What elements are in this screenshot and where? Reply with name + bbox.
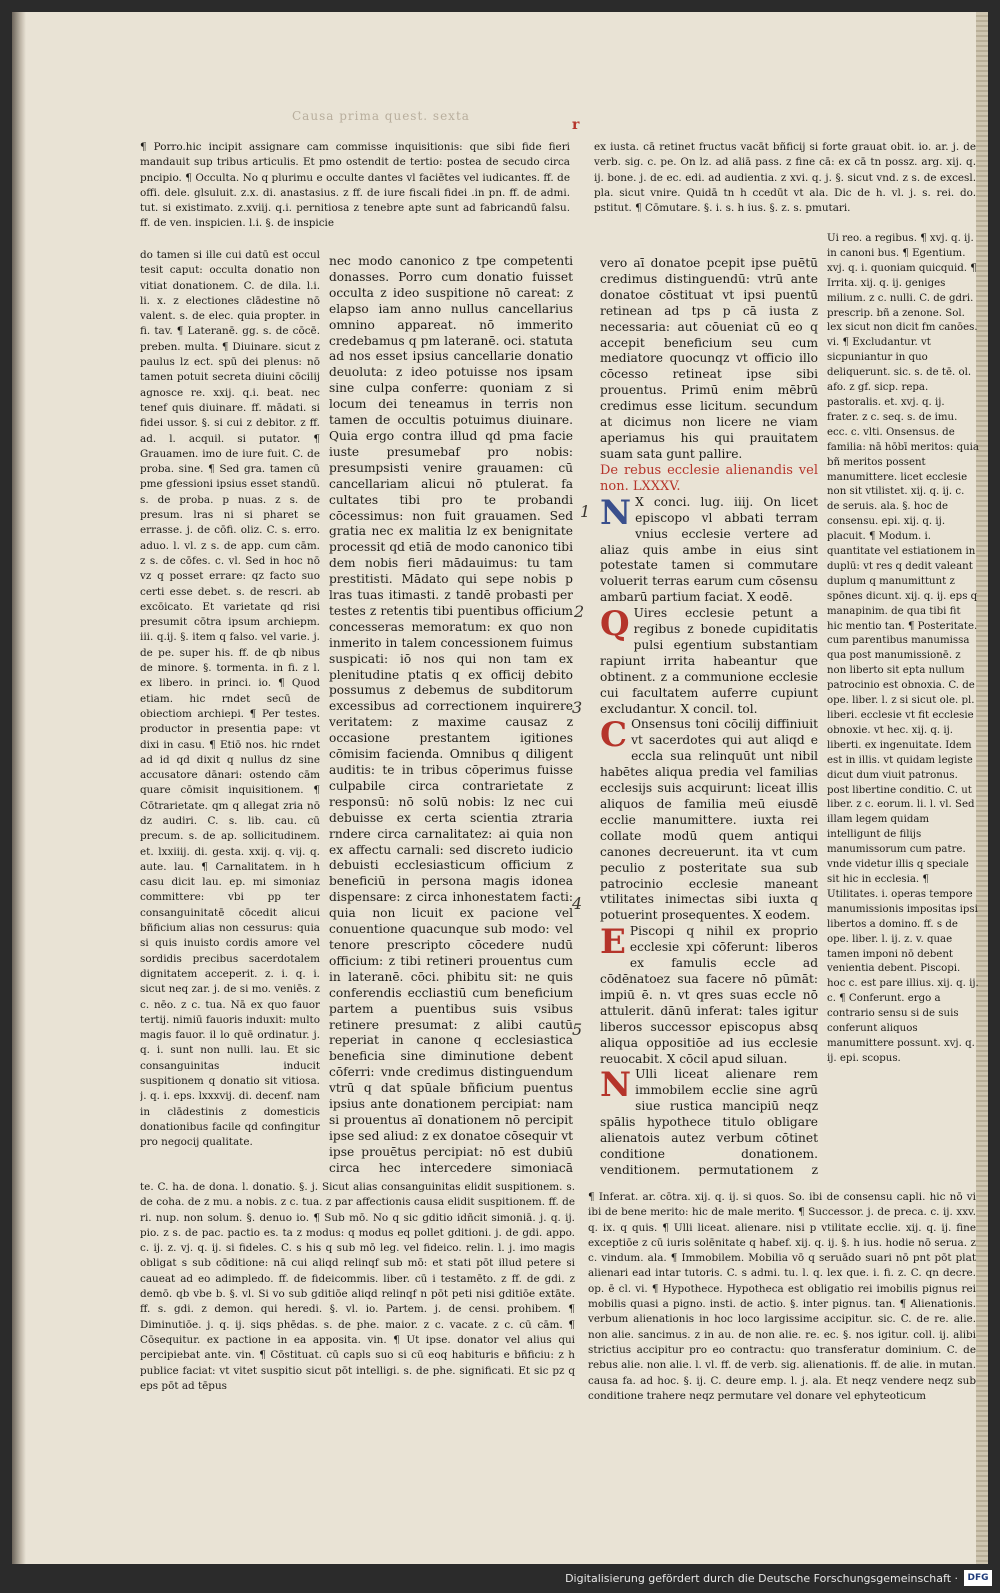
left-main-text: nec modo canonico z tpe competenti donasses. Porro cum donatio fuisset occulta z ideo suspitione nō careat: z elapso iam anno nullus cancellarius omnino appareat. nō immerito credebamus q pm lateranē. oci. statuta ad nos esset ipsius cancellarie donatio deuoluta: z ideo potuisse nos ipsam sine culpa conferre: quoniam z si locum dei teneamus in terris non tamen de occultis potuimus diuinare. Quia ergo contra illud qd pma facie iuste presumebaf pro nobis: presumpsisti venire grauamen: cū cancellariam alicui nō ptulerat. fa cultates tibi pro te probandi cōcessimus: non fuit grauamen. Sed gratia nec ex malitia lz ex benignitate processit qd etiā de modo canonico tibi dem nobis fieri mādauimus: tu tam prestitisti. Mādato qui sepe nobis p lras tuas itimasti. z tandē probasti per testes z retentis tibi puentibus officium concesseras memoratum: ex quo non inmerito in talem concessionem fuimus suspicati: iō nos qui non tam ex plenitudine ptatis q ex officij debito possumus z debemus de subditorum excessibus ad correctionem inquirere veritatem: z maxime causaz z occasione prestantem igitiones cōmisim facienda. Omnibus q diligent auditis: te in tribus cōperimus fuisse culpabile circa contrarietate z responsū: nō solū nobis: lz nec cui debuisse ex certa scientia ztraria rndere circa carnalitatez: ai quia non ex affectu carnali: sed discreto iudicio debuisti ecclesiasticum officium z beneficiū in persona magis idonea dispensare: z circa inhonestatem facti: quia non licuit ex pacione vel conuentione quacunque sub modo: vel tenore prescripto cōcedere nudū officium: z tibi retineri prouentus cum in lateranē. cōci. phibitu sit: ne quis conferendis eccliastiū cum beneficium partem a puentibus suis vsibus retinere presumat: z alibi cautū reperiat in canone q ecclesiastica beneficia sine diminutione debent cōferri: vnde credimus distinguendum vtrū q dat spūale bñficium puentus ipsius ante donationem percipiat: nam si prouentus aī donationem nō percipit ipse sed aliud: z ex donatoe cōsequir vt ipse prouētus percipiat: nō est dubiū circa hec intercedere simoniacā [329, 254, 573, 1174]
canon-section: N X conci. lug. iiij. On licet episcopo vl abbati terram vnius ecclesie vertere ad aliaz quis ambe in eius sint potestate tamen si commutare voluerit terras earum cum cōsensu ambarū partium faciat. X eodē. [600, 492, 818, 605]
chapter-rubric: De rebus ecclesie alienandis vel non. LXXXV. [600, 462, 818, 494]
handwritten-number: 3 [572, 698, 583, 717]
initial-letter: N [600, 1065, 632, 1106]
right-main-text [600, 256, 818, 1176]
folio-mark: r [572, 117, 580, 133]
margin-gloss: Ui reo. a regibus. ¶ xvj. q. ij. in canoni bus. ¶ Egentium. xvj. q. i. quoniam quicquid. ¶ Irrita. xij. q. ij. geniges milium. z c. nulli. C. de gdri. prescrip. bñ a zenone. Sol. lex sicut non dicit fm canōes. vi. ¶ Excludantur. vt sicpuniantur in quo deliquerunt. sic. s. de tē. ol. afo. z gf. sicp. repa. pastoralis. et. xvj. q. ij. frater. z c. seq. s. de imu. ecc. c. vlti. Onsensus. de familia: nā hōbī meritos: quia bñ meritos possent manumittere. licet ecclesie non sit vtilistet. xij. q. ij. c. de seruis. ala. §. hoc de consensu. epi. xij. q. ij. placuit. ¶ Modum. i. quantitate vel estiationem in duplū: vt res q dedit valeant duplum q manumittunt z spōnes dicunt. xij. q. ij. eps q manapinim. de qua tibi fit hic mentio tan. ¶ Posteritate. cum parentibus manumissa qua post manumissionē. z non liberto sit epta nullum patrocinio est obnoxia. C. de ope. liber. l. z si sicut ole. pl. liberi. ecclesie vt fit ecclesie obnoxie. vt hec. xij. q. ij. liberti. ex ingenuitate. Idem est in illis. vt quidam legiste dicut dum viuit patronus. post libertine conditio. C. ut liber. z c. eorum. li. l. vl. Sed illam legem quidam intelligunt de filijs manumissorum cum patre. vnde videtur illis q speciale sit hic in ecclesia. ¶ Utilitates. i. operas tempore manumissionis impositas ipsi libertos a domino. ff. s de ope. liber. l. ij. z. v. quae tamen imponi nō debent venientia debent. Piscopi. hoc c. est pare illius. xij. q. ij. c. ¶ Conferunt. ergo a contrario sensu si de suis conferunt aliquos manumittere possunt. xvj. q. ij. epi. scopus. [827, 233, 979, 1064]
binding-gutter [12, 12, 26, 1564]
handwritten-number: 1 [580, 502, 591, 521]
initial-letter: C [600, 715, 628, 756]
initial-letter: N [600, 492, 632, 533]
initial-letter: Q [600, 604, 630, 645]
canon-section: C Onsensus toni cōcilij diffiniuit vt sacerdotes qui aut aliqd e eccla sua relinquūt unt nibil habētes aliqua predia vel familias ecclesijs suis acquirunt: liceat illis aliquos de familia meū eiusdē ecclie manumittere. iuxta rei collate modū quem antiqui canones decreuerunt. ita vt cum peculio z posteritate sua sub patrocinio ecclesie maneant vtilitates inimectas sibi iuxta q potuerint prosequentes. X eodem. [600, 715, 818, 923]
left-gloss-top: ¶ Porro.hic incipit assignare cam commisse inquisitionis: que sibi fide fieri mandauit sup tribus articulis. Et pmo ostendit de tertio: postea de secudo circa pncipio. ¶ Occulta. No q plurimu e occulte dantes vl faciētes vel iudicantes. ff. de offi. dele. glsuluit. z.x. di. anastasius. z ff. de iure fiscali fidei .in pn. ff. de admi. tut. si existimato. z.xviij. q.i. pernitiosa z tenebre apte sunt ad fabricandū falsu. ff. de ven. inspicien. l.i. §. de inspicie [140, 141, 570, 230]
show-through-title: Causa prima quest. sexta [292, 109, 470, 123]
canon-section: E Piscopi q nihil ex proprio ecclesie xpi cōferunt: liberos ex famulis eccle ad cōdēnatoez sua facere nō pūmāt: impiū ē. n. vt qres suas eccle nō attulerit. dānū inferat: tales igitur liberos successor episcopus absq aliqua oppositiōe ad ius ecclesie reuocabit. X cōcil apud siluan. [600, 922, 818, 1066]
handwritten-number: 4 [572, 894, 583, 913]
canon-section: N Ulli liceat alienare rem immobilem ecclie sine agrū siue rustica mancipiū neqz spālis hypothece titulo obligare alienatois autez verbum cōtinet conditione donationem. venditionem. permutationem z [600, 1065, 818, 1176]
digitization-footer [0, 1564, 1000, 1593]
bottom-gloss-left: te. C. ha. de dona. l. donatio. §. j. Sicut alias consanguinitas elidit suspitionem. s. de coha. de z mu. a nobis. z c. tua. z par affectionis causa elidit suspitionem. ff. de ri. nup. non solum. §. denuo io. ¶ Sub mō. No q sic gditio idñcit simoniā. j. q. ij. pio. z s. de pac. pactio es. ta z modus: q modus eq pollet gditioni. j. de gdi. appo. c. ij. z. vj. q. ij. si fideles. C. s his q sub mō leg. vel fideico. relin. l. j. imo magis obligat s sub cōditione: nā cui aliqd relinqf sub mō: et stati pōt illud petere si caueat ad eo adimpledo. ff. de fideicommis. liber. cū i testamēto. z ff. de gdi. z demō. qb vbe b. §. vl. Si vo sub gditiōe aliqd relinqf n pōt peti nisi gditiōe extāte. ff. s. gdi. z demon. qui heredi. §. vl. io. Partem. j. de censi. prohibem. ¶ Diminutiōe. j. q. ij. siqs phēdas. s. de phe. maior. z c. vacate. z c. cū cām. ¶ Cōsequitur. ex pactione in ea apposita. vin. ¶ Ut ipse. donator vel alius qui percipiebat ante. vin. ¶ Cōstituat. cū capls suo si cū eoq habituris e bñficiu: z h publice faciat: vt vitet suspitio sicut pōt intelligi. s. de phe. significati. Et sic pz q eps pōt ad tēpus [140, 1181, 575, 1392]
handwritten-number: 5 [572, 1020, 583, 1039]
right-main-intro: vero aī donatoe pcepit ipse puētū credimus distinguendū: vtrū ante donatoe cōstituat vt ipsi puentū retinean ad tps p cā iusta z necessaria: aut cōueniat cū eo q accepit beneficium seu cum mediatore quocunqz vt officio illo cōcesso retineat ipse sibi prouentus. Primū enim mēbrū credimus esse licitum. secundum at dicimus non licere ne viam aperiamus his qui prauitatem suam sata gunt pallire. [600, 256, 818, 461]
book-page [12, 12, 988, 1564]
left-gloss-column: do tamen si ille cui datū est occul tesit caput: occulta donatio non vitiat donationem. C. de dila. l.i. li. x. z electiones clādestine nō valent. s. de elec. quia propter. in fi. tav. ¶ Lateranē. gg. s. de cōcē. preben. multa. ¶ Diuinare. sicut z paulus lz ect. spū dei plenus: nō tamen potuit secreta diuini cōcilij agnosce re. xxij. q.i. beat. nec tenef quis diuinare. ff. mādati. si fidei ussor. §. si cui z debitor. z ff. ad. l. acquil. si putator. ¶ Grauamen. imo de iure fuit. C. de proba. sine. ¶ Sed gra. tamen cū pme gfessioni ipsius esset standū. s. de proba. p nuas. z s. de presum. lras ni si pharet se errasse. j. de cōfi. oliz. C. s. erro. aduo. l. vl. z s. de app. cum cām. z s. de cōfes. c. vl. Sed in hoc nō vz q posset errare: qz facto suo certi esse debet. s. de rescri. ab excōicato. Et varietate qd risi presumit cōtra ipsum archiepm. iii. q.ij. §. item q falso. vel varie. j. de pe. super his. ff. de qb nibus de minore. §. tormenta. in fi. z l. ex libero. in princi. io. ¶ Quod etiam. hic rndet secū de obiectiom archiepi. ¶ Per testes. productor in presentia pape: vt dixi in casu. ¶ Etiō nos. hic rndet ad id qd dixit q nullus dz sine accusatore dānari: ostendo cām quare cōmisit inquisitionem. ¶ Cōtrarietate. qm q allegat zria nō dz audiri. C. s. lib. cau. cū precum. s. de ap. sollicitudinem. et. lxxiiij. di. gesta. xxij. q. vij. q. aute. lau. ¶ Carnalitatem. in h casu dicit lau. ep. mi simoniaz committere: vbi pp ter consanguinitatē cōcedit alicui bñficium alias non cessurus: quia si quis inuisto cordis amore vel sordidis precibus sacerdotalem dignitatem acceperit. z. i. q. i. sicut neq zar. j. de si mo. veniēs. z c. nēo. z c. tua. Nā ex quo fauor tertij. nimiū fauoris induxit: multo magis fauor. il lo quē ordinatur. j. q. i. sunt non nulli. lau. Et sic consanguinitas inducit suspitionem q donatio sit vitiosa. j. q. i. eps. lxxxvij. di. decenf. nam in clādestinis z domesticis donationibus facile qd confingitur pro negocij qualitate. [140, 249, 320, 1149]
initial-letter: E [600, 922, 626, 963]
bottom-gloss-right: ¶ Inferat. ar. cōtra. xij. q. ij. si quos. So. ibi de consensu capli. hic nō vi ibi de bene merito: hic de male merito. ¶ Successor. j. de preca. c. ij. xxv. q. ix. q quis. ¶ Ulli liceat. alienare. nisi p vtilitate ecclie. xij. q. ij. fine exceptiōe z cū iuris solēnitate q habef. xij. q. ij. §. h ius. hodie nō serua. z c. vindum. ala. ¶ Immobilem. Mobilia vō q seruādo suari nō pnt pōt plat alienari ead intar tutoris. C. s admi. tu. l. q. lex que. i. fi. z. C. qn decre. op. ē cl. vi. ¶ Hypothece. Hypotheca est obligatio rei imobilis pignus rei mobilis quasi a pigno. insti. de actio. §. inter pignus. tan. ¶ Alienationis. verbum alienationis in hoc loco largissime accipitur. sic. C. de re. alie. non alie. sancimus. z in au. de non alie. re. ec. §. nos igitur. coll. ij. alibi strictius accipitur pro eo contractu: quo transferatur dominium. C. de rebus alie. non alie. l. vl. ff. de verb. sig. alienationis. ff. de alie. in mutan. causa fa. ad hoc. §. ij. C. deure emp. l. j. ala. Et neqz vendere neqz sub conditione trahere neqz permutare vel donare vel ephyteoticum [588, 1191, 976, 1402]
dfg-logo: DFG [964, 1570, 992, 1586]
right-gloss-top: ex iusta. cā retinet fructus vacāt bñficij si forte grauat obit. io. ar. j. de verb. sig. c. pe. On lz. ad aliā pass. z fine cā: ex cā tn possz. arg. xij. q. ij. bone. j. de ec. edi. ad audientia. z xvi. q. j. §. sicut vnd. z s. de excesl. pla. sicut vnire. Quidā tn h ccedūt vt ala. Dic de h. vl. j. s. rei. do. pstitut. ¶ Cōmutare. §. i. s. h ius. §. z. s. pmutari. [594, 141, 976, 215]
handwritten-number: 2 [574, 602, 585, 621]
funding-credit: Digitalisierung gefördert durch die Deutsche Forschungsgemeinschaft · [565, 1572, 958, 1585]
canon-section: Q Uires ecclesie petunt a regibus z bonede cupiditatis pulsi egentium substantiam rapiunt irrita habeantur que obtinent. z a communione ecclesie cui facultatem auferre cupiunt excludantur. X concil. tol. [600, 604, 818, 716]
